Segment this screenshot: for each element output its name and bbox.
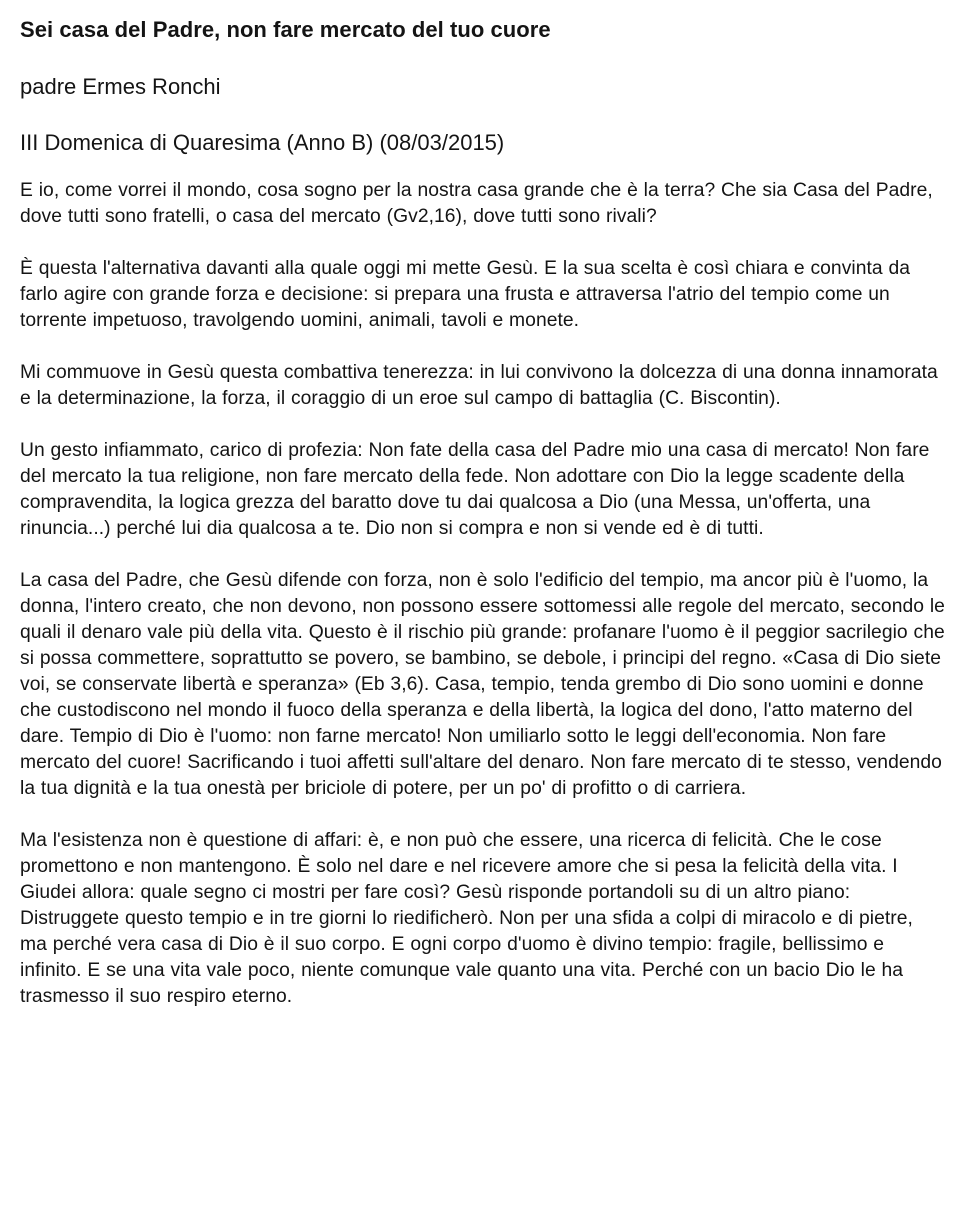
paragraph-2: È questa l'alternativa davanti alla quale oggi mi mette Gesù. E la sua scelta è così chiara e convinta da farlo agire con grande forza e decisione: si prepara una frusta e attraversa l'atrio del tempio come un torrente impetuoso, travolgendo uomini, animali, tavoli e monete. <box>20 258 911 331</box>
paragraph-4: Un gesto infiammato, carico di profezia: Non fate della casa del Padre mio una casa di mercato! Non fare del mercato la tua religione, non fare mercato della fede. Non adottare con Dio la legge scadente della compravendita, la logica grezza del baratto dove tu dai qualcosa a Dio (una Messa, un'offerta, una rinuncia...) perché lui dia qualcosa a te. Dio non si compra e non si vende ed è di tutti. <box>20 440 930 539</box>
paragraph-6: Ma l'esistenza non è questione di affari: è, e non può che essere, una ricerca di felicità. Che le cose promettono e non mantengono. È solo nel dare e nel ricevere amore che si pesa la felicità della vita. I Giudei allora: quale segno ci mostri per fare così? Gesù risponde portandoli su di un altro piano: Distruggete questo tempio e in tre giorni lo riedificherò. Non per una sfida a colpi di miracolo e di pietre, ma perché vera casa di Dio è il suo corpo. E ogni corpo d'uomo è divino tempio: fragile, bellissimo e infinito. E se una vita vale poco, niente comunque vale quanto una vita. Perché con un bacio Dio le ha trasmesso il suo respiro eterno. <box>20 830 913 1007</box>
author-line: padre Ermes Ronchi <box>20 74 221 99</box>
document-page <box>20 14 945 1010</box>
document-title: Sei casa del Padre, non fare mercato del tuo cuore <box>20 17 551 42</box>
paragraph-3: Mi commuove in Gesù questa combattiva tenerezza: in lui convivono la dolcezza di una donna innamorata e la determinazione, la forza, il coraggio di un eroe sul campo di battaglia (C. Biscontin). <box>20 362 938 409</box>
paragraph-1: E io, come vorrei il mondo, cosa sogno per la nostra casa grande che è la terra? Che sia Casa del Padre, dove tutti sono fratelli, o casa del mercato (Gv2,16), dove tutti sono rivali? <box>20 180 933 227</box>
paragraph-5: La casa del Padre, che Gesù difende con forza, non è solo l'edificio del tempio, ma ancor più è l'uomo, la donna, l'intero creato, che non devono, non possono essere sottomessi alle regole del mercato, secondo le quali il denaro vale più della vita. Questo è il rischio più grande: profanare l'uomo è il peggior sacrilegio che si possa commettere, soprattutto se povero, se bambino, se debole, i principi del regno. «Casa di Dio siete voi, se conservate libertà e speranza» (Eb 3,6). Casa, tempio, tenda grembo di Dio sono uomini e donne che custodiscono nel mondo il fuoco della speranza e della libertà, la logica del dono, l'atto materno del dare. Tempio di Dio è l'uomo: non farne mercato! Non umiliarlo sotto le leggi dell'economia. Non fare mercato del cuore! Sacrificando i tuoi affetti sull'altare del denaro. Non fare mercato di te stesso, vendendo la tua dignità e la tua onestà per briciole di potere, per un po' di profitto o di carriera. <box>20 570 945 799</box>
document-body <box>20 178 945 1010</box>
liturgical-date-line: III Domenica di Quaresima (Anno B) (08/03/2015) <box>20 130 505 155</box>
